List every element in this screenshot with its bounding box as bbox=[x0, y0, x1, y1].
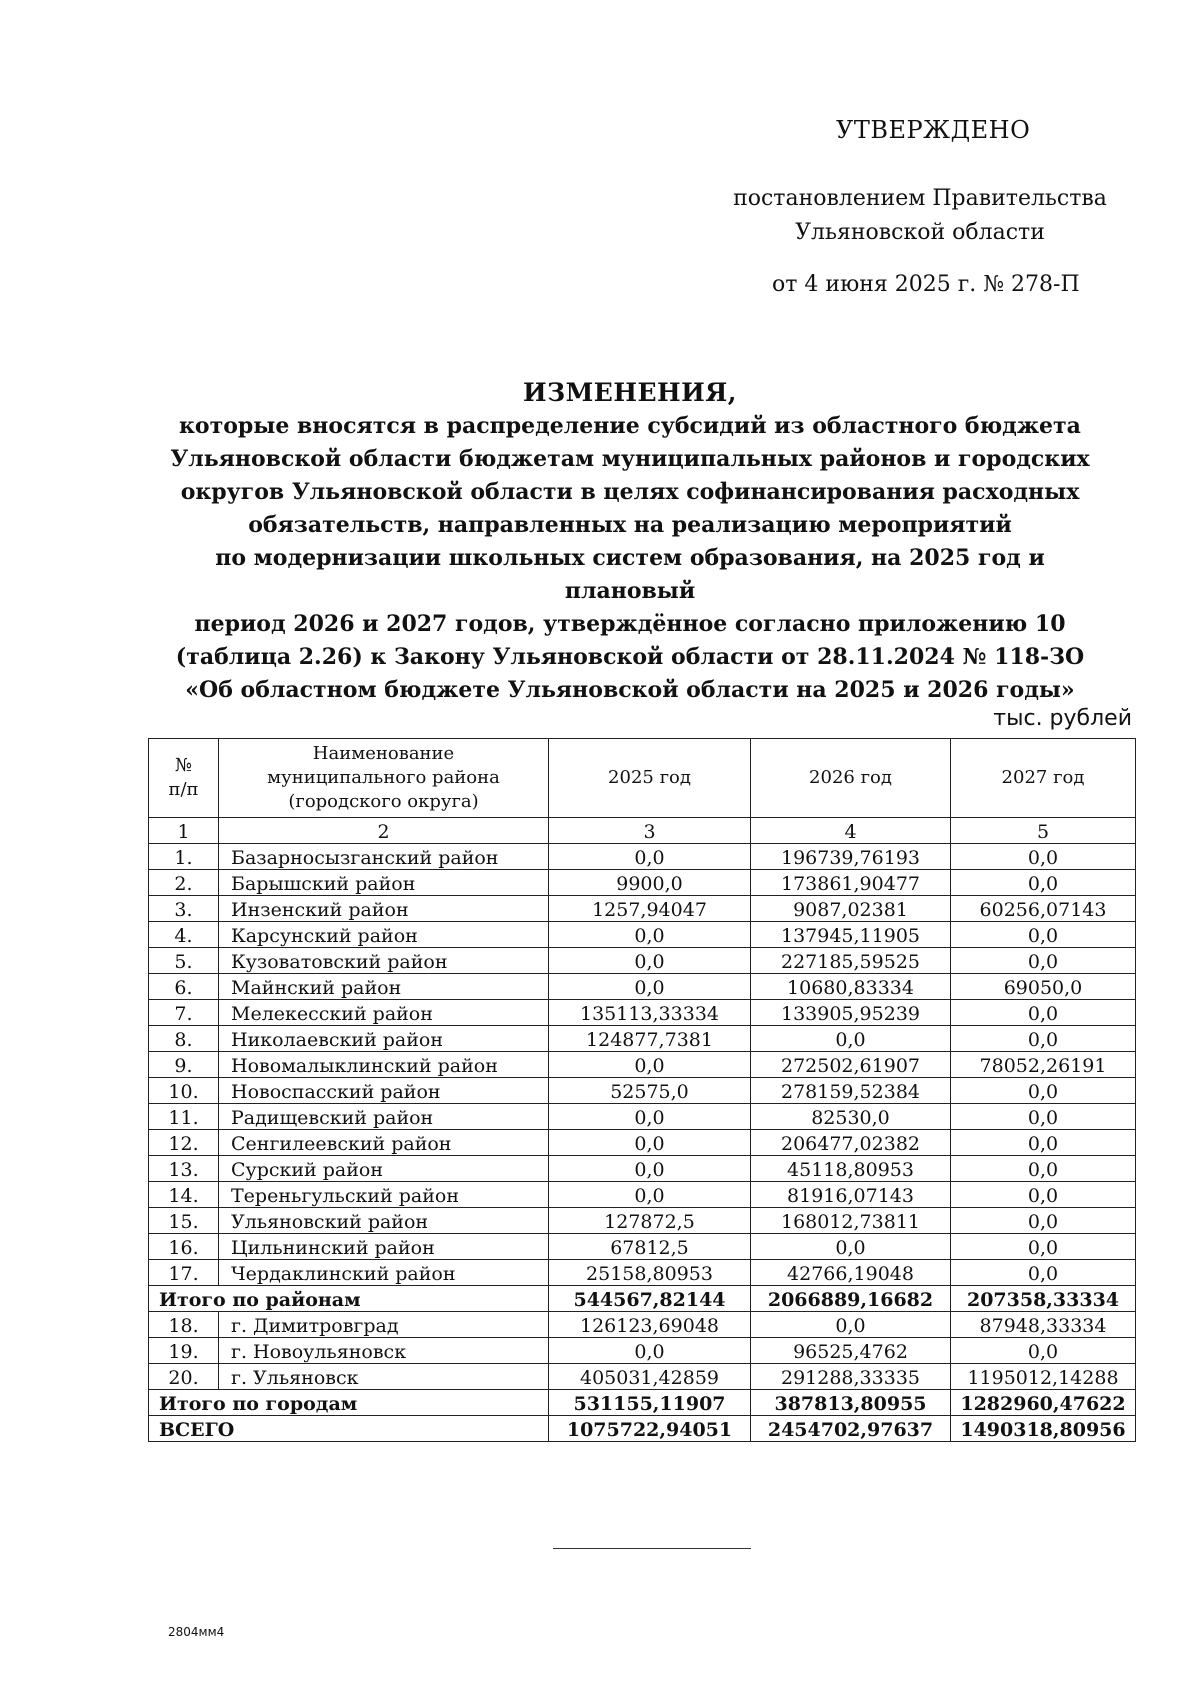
title-line: Ульяновской области бюджетам муниципальных районов и городских bbox=[170, 446, 1090, 472]
value-2027: 87948,33334 bbox=[951, 1312, 1136, 1338]
row-name: г. Новоульяновск bbox=[219, 1338, 549, 1364]
column-index-row bbox=[149, 818, 1136, 844]
row-number: 16. bbox=[149, 1234, 219, 1260]
value-2027: 0,0 bbox=[951, 1156, 1136, 1182]
table-row bbox=[149, 1182, 1136, 1208]
row-number: 11. bbox=[149, 1104, 219, 1130]
value-2027: 0,0 bbox=[951, 844, 1136, 870]
table-row bbox=[149, 870, 1136, 896]
total-2027: 1490318,80956 bbox=[951, 1416, 1136, 1442]
value-2026: 278159,52384 bbox=[751, 1078, 951, 1104]
table-row bbox=[149, 1000, 1136, 1026]
title-line: обязательств, направленных на реализацию мероприятий bbox=[248, 512, 1012, 538]
total-label: Итого по районам bbox=[149, 1286, 549, 1312]
title-line: (таблица 2.26) к Закону Ульяновской области от 28.11.2024 № 118-ЗО bbox=[175, 644, 1085, 670]
title-line: ИЗМЕНЕНИЯ, bbox=[522, 378, 738, 407]
table-row bbox=[149, 1130, 1136, 1156]
value-2026: 206477,02382 bbox=[751, 1130, 951, 1156]
value-2027: 0,0 bbox=[951, 1338, 1136, 1364]
row-number: 19. bbox=[149, 1338, 219, 1364]
row-name: Сурский район bbox=[219, 1156, 549, 1182]
value-2025: 0,0 bbox=[549, 844, 751, 870]
row-number: 18. bbox=[149, 1312, 219, 1338]
row-number: 17. bbox=[149, 1260, 219, 1286]
value-2025: 9900,0 bbox=[549, 870, 751, 896]
title-line: по модернизации школьных систем образования, на 2025 год и плановый bbox=[215, 545, 1045, 604]
value-2027: 0,0 bbox=[951, 1208, 1136, 1234]
value-2025: 0,0 bbox=[549, 974, 751, 1000]
row-name: Барышский район bbox=[219, 870, 549, 896]
row-number: 10. bbox=[149, 1078, 219, 1104]
value-2025: 25158,80953 bbox=[549, 1260, 751, 1286]
value-2027: 78052,26191 bbox=[951, 1052, 1136, 1078]
column-index: 1 bbox=[149, 818, 219, 844]
value-2027: 0,0 bbox=[951, 1000, 1136, 1026]
value-2027: 0,0 bbox=[951, 922, 1136, 948]
row-name: Мелекесский район bbox=[219, 1000, 549, 1026]
total-2026: 2454702,97637 bbox=[751, 1416, 951, 1442]
row-name: г. Ульяновск bbox=[219, 1364, 549, 1390]
total-2026: 2066889,16682 bbox=[751, 1286, 951, 1312]
row-name: Новоспасский район bbox=[219, 1078, 549, 1104]
table-row bbox=[149, 1026, 1136, 1052]
value-2025: 135113,33334 bbox=[549, 1000, 751, 1026]
value-2027: 0,0 bbox=[951, 948, 1136, 974]
total-2025: 1075722,94051 bbox=[549, 1416, 751, 1442]
column-header-2027: 2027 год bbox=[951, 739, 1136, 818]
row-name: Сенгилеевский район bbox=[219, 1130, 549, 1156]
value-2026: 96525,4762 bbox=[751, 1338, 951, 1364]
row-name: Майнский район bbox=[219, 974, 549, 1000]
total-label: Итого по городам bbox=[149, 1390, 549, 1416]
row-number: 15. bbox=[149, 1208, 219, 1234]
table-row bbox=[149, 1234, 1136, 1260]
row-number: 5. bbox=[149, 948, 219, 974]
row-name: г. Димитровград bbox=[219, 1312, 549, 1338]
value-2025: 0,0 bbox=[549, 1156, 751, 1182]
value-2027: 0,0 bbox=[951, 1104, 1136, 1130]
row-name: Тереньгульский район bbox=[219, 1182, 549, 1208]
total-2025: 531155,11907 bbox=[549, 1390, 751, 1416]
row-number: 7. bbox=[149, 1000, 219, 1026]
row-name: Чердаклинский район bbox=[219, 1260, 549, 1286]
table-row bbox=[149, 1364, 1136, 1390]
title-line: которые вносятся в распределение субсидий из областного бюджета bbox=[179, 413, 1081, 439]
value-2027: 0,0 bbox=[951, 870, 1136, 896]
row-number: 12. bbox=[149, 1130, 219, 1156]
value-2026: 291288,33335 bbox=[751, 1364, 951, 1390]
value-2027: 60256,07143 bbox=[951, 896, 1136, 922]
column-header-name: Наименование муниципального района (городского округа) bbox=[219, 739, 549, 818]
row-name: Базарносызганский район bbox=[219, 844, 549, 870]
city-total-row bbox=[149, 1390, 1136, 1416]
value-2027: 0,0 bbox=[951, 1182, 1136, 1208]
value-2026: 9087,02381 bbox=[751, 896, 951, 922]
table-header-row bbox=[149, 739, 1136, 818]
value-2026: 10680,83334 bbox=[751, 974, 951, 1000]
value-2025: 0,0 bbox=[549, 1338, 751, 1364]
table-row bbox=[149, 844, 1136, 870]
row-number: 13. bbox=[149, 1156, 219, 1182]
value-2027: 0,0 bbox=[951, 1026, 1136, 1052]
table-row bbox=[149, 922, 1136, 948]
value-2026: 81916,07143 bbox=[751, 1182, 951, 1208]
value-2027: 0,0 bbox=[951, 1078, 1136, 1104]
value-2025: 0,0 bbox=[549, 922, 751, 948]
value-2026: 173861,90477 bbox=[751, 870, 951, 896]
document-title bbox=[150, 376, 1110, 707]
row-number: 1. bbox=[149, 844, 219, 870]
document-code: 2804мм4 bbox=[168, 1625, 225, 1639]
value-2026: 42766,19048 bbox=[751, 1260, 951, 1286]
table-row bbox=[149, 896, 1136, 922]
table-row bbox=[149, 1208, 1136, 1234]
total-label: ВСЕГО bbox=[149, 1416, 549, 1442]
district-total-row bbox=[149, 1286, 1136, 1312]
value-2026: 0,0 bbox=[751, 1026, 951, 1052]
value-2026: 0,0 bbox=[751, 1234, 951, 1260]
value-2027: 1195012,14288 bbox=[951, 1364, 1136, 1390]
value-2026: 82530,0 bbox=[751, 1104, 951, 1130]
title-line: округов Ульяновской области в целях софинансирования расходных bbox=[180, 479, 1080, 505]
value-2025: 126123,69048 bbox=[549, 1312, 751, 1338]
grand-total-row bbox=[149, 1416, 1136, 1442]
table-row bbox=[149, 1260, 1136, 1286]
value-2026: 196739,76193 bbox=[751, 844, 951, 870]
value-2026: 137945,11905 bbox=[751, 922, 951, 948]
total-2025: 544567,82144 bbox=[549, 1286, 751, 1312]
decree-line: постановлением Правительства bbox=[733, 186, 1107, 211]
value-2025: 0,0 bbox=[549, 948, 751, 974]
row-number: 6. bbox=[149, 974, 219, 1000]
value-2025: 1257,94047 bbox=[549, 896, 751, 922]
value-2027: 69050,0 bbox=[951, 974, 1136, 1000]
approval-stamp: УТВЕРЖДЕНО bbox=[836, 116, 1031, 144]
decree-date: от 4 июня 2025 г. № 278-П bbox=[772, 272, 1080, 297]
value-2026: 227185,59525 bbox=[751, 948, 951, 974]
value-2025: 0,0 bbox=[549, 1052, 751, 1078]
units-label: тыс. рублей bbox=[993, 706, 1132, 731]
row-number: 2. bbox=[149, 870, 219, 896]
value-2026: 45118,80953 bbox=[751, 1156, 951, 1182]
table-row bbox=[149, 1312, 1136, 1338]
row-name: Новомалыклинский район bbox=[219, 1052, 549, 1078]
column-index: 4 bbox=[751, 818, 951, 844]
title-line: период 2026 и 2027 годов, утверждённое согласно приложению 10 bbox=[194, 611, 1066, 637]
total-2027: 207358,33334 bbox=[951, 1286, 1136, 1312]
value-2026: 272502,61907 bbox=[751, 1052, 951, 1078]
table-row bbox=[149, 974, 1136, 1000]
row-name: Инзенский район bbox=[219, 896, 549, 922]
column-header-2026: 2026 год bbox=[751, 739, 951, 818]
value-2025: 52575,0 bbox=[549, 1078, 751, 1104]
value-2027: 0,0 bbox=[951, 1130, 1136, 1156]
table-row bbox=[149, 1156, 1136, 1182]
end-rule bbox=[553, 1548, 751, 1549]
decree-line: Ульяновской области bbox=[795, 220, 1045, 245]
table-row bbox=[149, 1052, 1136, 1078]
column-header-number: № п/п bbox=[149, 739, 219, 818]
row-number: 8. bbox=[149, 1026, 219, 1052]
value-2026: 168012,73811 bbox=[751, 1208, 951, 1234]
table-row bbox=[149, 1104, 1136, 1130]
value-2025: 0,0 bbox=[549, 1182, 751, 1208]
column-index: 2 bbox=[219, 818, 549, 844]
value-2025: 127872,5 bbox=[549, 1208, 751, 1234]
title-line: «Об областном бюджете Ульяновской области на 2025 и 2026 годы» bbox=[185, 677, 1075, 703]
value-2025: 124877,7381 bbox=[549, 1026, 751, 1052]
row-number: 4. bbox=[149, 922, 219, 948]
total-2026: 387813,80955 bbox=[751, 1390, 951, 1416]
value-2025: 0,0 bbox=[549, 1104, 751, 1130]
value-2025: 67812,5 bbox=[549, 1234, 751, 1260]
table-row bbox=[149, 1078, 1136, 1104]
row-name: Радищевский район bbox=[219, 1104, 549, 1130]
column-header-2025: 2025 год bbox=[549, 739, 751, 818]
subsidy-table bbox=[148, 738, 1136, 1442]
table-row bbox=[149, 1338, 1136, 1364]
row-name: Ульяновский район bbox=[219, 1208, 549, 1234]
value-2027: 0,0 bbox=[951, 1234, 1136, 1260]
row-name: Карсунский район bbox=[219, 922, 549, 948]
total-2027: 1282960,47622 bbox=[951, 1390, 1136, 1416]
column-index: 5 bbox=[951, 818, 1136, 844]
row-number: 9. bbox=[149, 1052, 219, 1078]
decree-reference bbox=[700, 182, 1140, 250]
row-number: 20. bbox=[149, 1364, 219, 1390]
row-name: Кузоватовский район bbox=[219, 948, 549, 974]
row-number: 14. bbox=[149, 1182, 219, 1208]
column-index: 3 bbox=[549, 818, 751, 844]
value-2025: 405031,42859 bbox=[549, 1364, 751, 1390]
row-number: 3. bbox=[149, 896, 219, 922]
row-name: Цильнинский район bbox=[219, 1234, 549, 1260]
value-2026: 0,0 bbox=[751, 1312, 951, 1338]
value-2026: 133905,95239 bbox=[751, 1000, 951, 1026]
row-name: Николаевский район bbox=[219, 1026, 549, 1052]
table-row bbox=[149, 948, 1136, 974]
value-2025: 0,0 bbox=[549, 1130, 751, 1156]
value-2027: 0,0 bbox=[951, 1260, 1136, 1286]
